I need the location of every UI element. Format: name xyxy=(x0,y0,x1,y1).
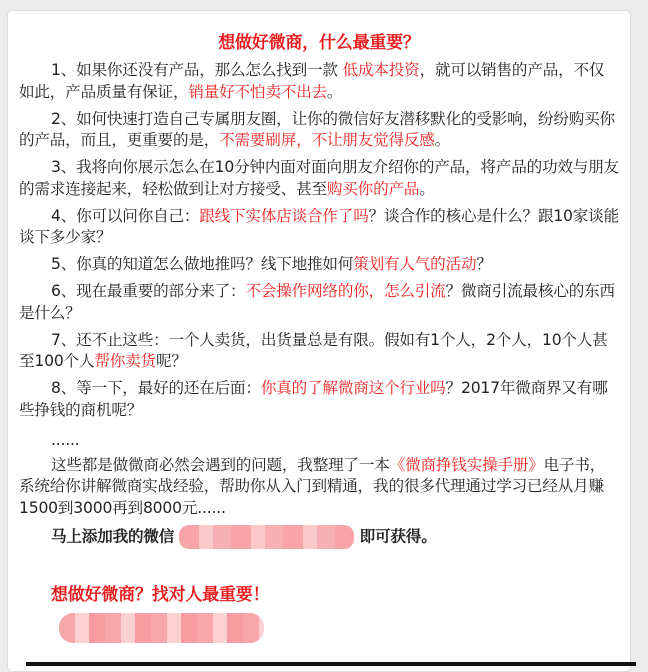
question-item xyxy=(19,254,619,276)
text-segment: 5、你真的知道怎么做地推吗？线下地推如何 xyxy=(51,255,354,273)
text-segment: 。 xyxy=(434,131,451,149)
blurred-image xyxy=(59,613,264,643)
article-title: 想做好微商，什么最重要？ xyxy=(218,33,420,53)
text-segment: 1、如果你还没有产品，那么怎么找到一款 xyxy=(51,61,343,79)
cta-after: 即可获得。 xyxy=(359,527,437,546)
highlight-text: 低成本投资 xyxy=(342,61,420,79)
article-content xyxy=(19,11,619,643)
article-card xyxy=(7,10,631,672)
text-segment: 2、如何快速打造自己专属朋友圈，让你的微信好友潜移默化的受影响，纷纷购买你的产品，而且，更重要的是， xyxy=(19,109,615,149)
text-segment: ？ xyxy=(476,255,492,273)
text-segment: ？谈合作的核心是什么？跟10家谈能谈下多少家？ xyxy=(19,206,619,246)
blurred-wechat-id xyxy=(179,525,354,549)
text-segment: 4、你可以问你自己： xyxy=(51,206,200,225)
ellipsis: ...... xyxy=(51,431,80,449)
text-segment: 。 xyxy=(326,82,343,101)
highlight-text: 销量好不怕卖不出去 xyxy=(188,82,327,101)
highlight-text: 策划有人气的活动 xyxy=(353,255,477,273)
text-segment: 8、等一下，最好的还在后面： xyxy=(51,379,261,397)
text-segment: 电子书，系统给你讲解微商实战经验，帮助你从入门到精通，我的很多代理通过学习已经从月赚1500到3000再到8000元...... xyxy=(19,455,606,517)
highlight-text: 你真的了解微商这个行业吗 xyxy=(260,379,446,397)
text-segment: 呢？ xyxy=(155,352,187,370)
question-item xyxy=(19,109,619,152)
text-segment: 7、还不止这些：一个人卖货，出货量总是有限。假如有1个人，2个人，10个人甚至100个人 xyxy=(19,330,608,370)
question-item xyxy=(19,60,619,103)
text-segment: ，就可以销售的产品，不仅如此，产品质量有保证， xyxy=(19,61,605,101)
highlight-text: 不需要刷屏，不让朋友觉得反感 xyxy=(219,131,435,149)
highlight-text: 帮你卖货 xyxy=(94,352,156,370)
highlight-text: 《微商挣钱实操手册》 xyxy=(389,455,544,474)
text-segment: 。 xyxy=(419,179,435,198)
cta-before: 马上添加我的微信 xyxy=(51,527,175,546)
text-segment: ？微商引流最核心的东西是什么？ xyxy=(19,282,615,322)
question-list xyxy=(19,60,619,421)
question-item xyxy=(19,206,619,249)
question-item xyxy=(19,157,619,200)
question-item xyxy=(19,378,619,421)
closing-paragraph xyxy=(19,455,619,520)
text-segment: 6、现在最重要的部分来了： xyxy=(51,282,246,300)
cta-line xyxy=(19,525,619,549)
image-top-edge xyxy=(26,662,636,666)
text-segment: ？2017年微商界又有哪些挣钱的商机呢？ xyxy=(19,379,608,419)
highlight-text: 不会操作网络的你，怎么引流 xyxy=(245,282,446,300)
highlight-text: 购买你的产品 xyxy=(326,179,420,198)
question-item xyxy=(19,330,619,373)
text-segment: 这些都是做微商必然会遇到的问题，我整理了一本 xyxy=(51,455,390,474)
question-item xyxy=(19,281,619,324)
text-segment: 3、我将向你展示怎么在10分钟内面对面向朋友介绍你的产品，将产品的功效与朋友的需求连接起来，轻松做到让对方接受、甚至 xyxy=(19,158,619,198)
subtitle: 想做好微商？找对人最重要！ xyxy=(51,585,270,605)
highlight-text: 跟线下实体店谈合作了吗 xyxy=(199,206,369,225)
